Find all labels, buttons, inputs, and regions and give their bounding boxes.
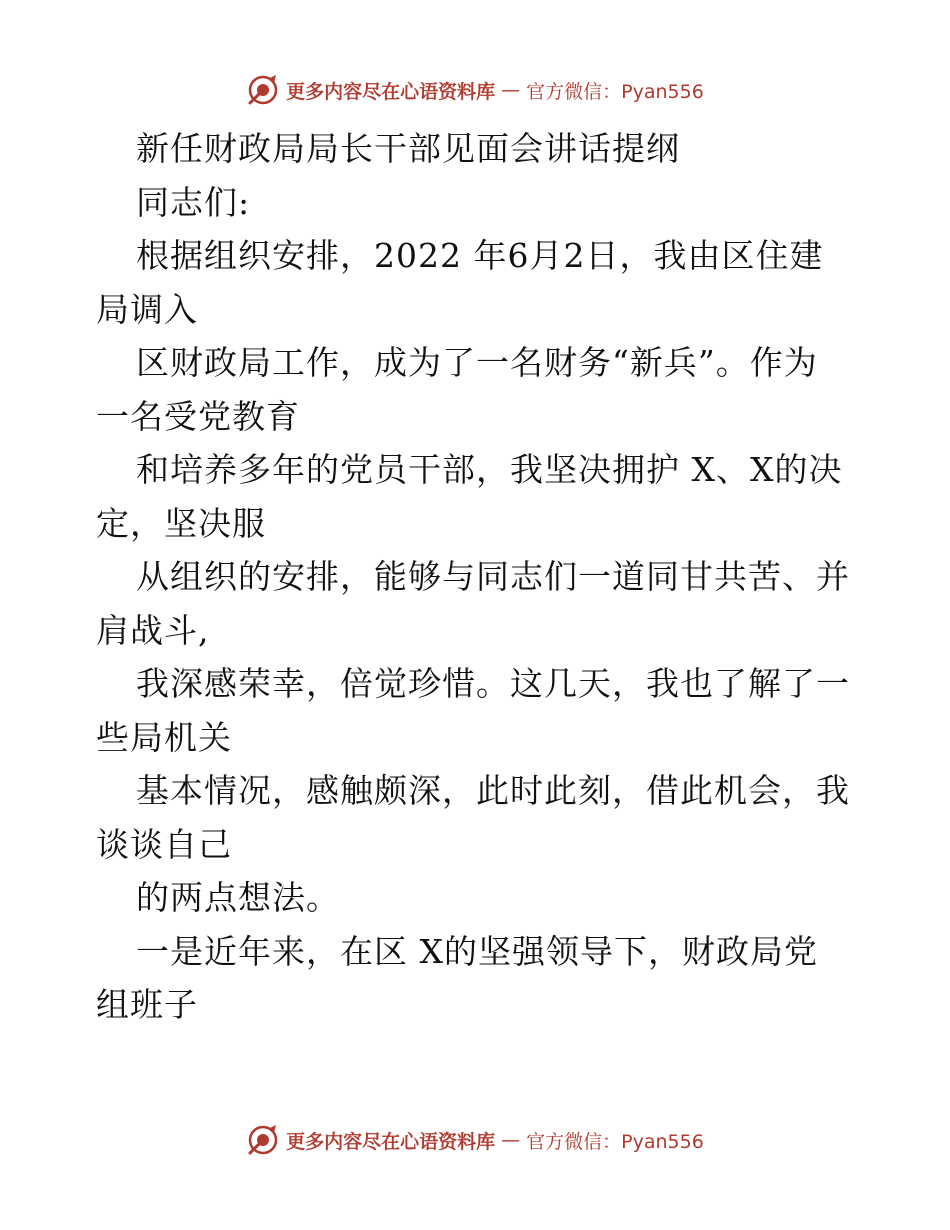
text-line: 区财政局工作，成为了一名财务“新兵”。作为 <box>136 343 818 382</box>
text-line: 定，坚决服 <box>96 503 266 543</box>
footer-banner <box>0 1120 950 1160</box>
text-line: 肩战斗, <box>96 610 210 650</box>
document-body <box>96 122 856 1032</box>
text-line: 些局机关 <box>96 717 232 757</box>
text-line: 一是近年来，在区 X的坚强领导下，财政局党 <box>136 931 818 971</box>
text-line: 根据组织安排，2022 年6月2日，我由区住建 <box>136 236 824 275</box>
banner-title: 更多内容尽在心语资料库 <box>286 1130 496 1153</box>
text-line: 我深感荣幸，倍觉珍惜。这几天，我也了解了一 <box>136 664 850 703</box>
text-line: 组班子 <box>96 985 198 1024</box>
text-line: 局调入 <box>96 289 198 329</box>
text-line: 和培养多年的党员干部，我坚决拥护 X、X的决 <box>136 450 843 489</box>
banner-wechat: 官方微信：Pyan556 <box>526 80 704 103</box>
pen-logo-icon <box>246 73 280 107</box>
banner-wechat: 官方微信：Pyan556 <box>526 1130 704 1153</box>
banner-title: 更多内容尽在心语资料库 <box>286 80 496 103</box>
document-title: 新任财政局局长干部见面会讲话提纲 <box>136 129 680 168</box>
header-banner <box>0 70 950 110</box>
text-line: 同志们: <box>136 182 251 222</box>
text-line: 从组织的安排，能够与同志们一道同甘共苦、并 <box>136 557 850 596</box>
banner-separator: — <box>501 1129 521 1151</box>
text-line: 的两点想法。 <box>136 878 340 917</box>
text-line: 基本情况，感触颇深，此时此刻，借此机会，我 <box>136 771 850 810</box>
text-line: 谈谈自己 <box>96 824 232 864</box>
text-line: 一名受党教育 <box>96 396 300 436</box>
banner-separator: — <box>501 79 521 101</box>
pen-logo-icon <box>246 1123 280 1157</box>
